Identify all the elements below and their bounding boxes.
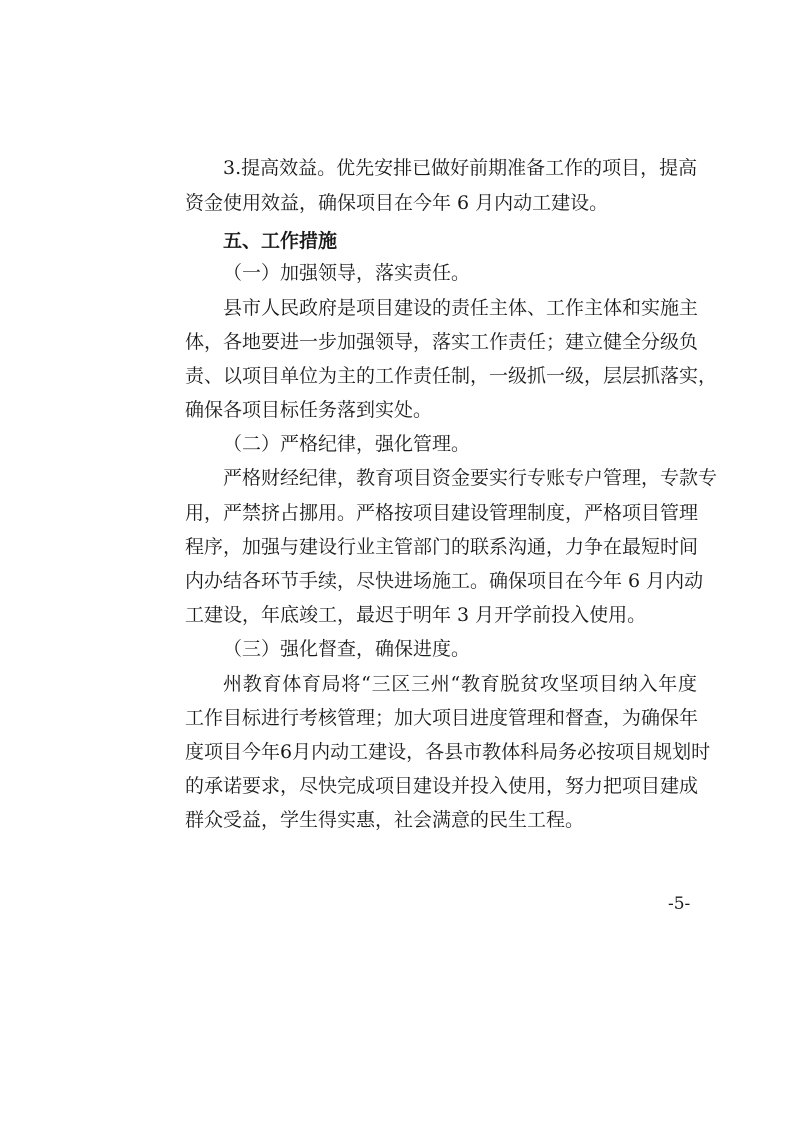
text-line: 的承诺要求，尽快完成项目建设并投入使用，努力把项目建成 (185, 775, 699, 797)
section-heading: 五、工作措施 (223, 230, 338, 252)
text-line: 县市人民政府是项目建设的责任主体、工作主体和实施主 (223, 297, 699, 319)
text-line: 确保各项目标任务落到实处。 (185, 399, 433, 421)
text-line: 程序，加强与建设行业主管部门的联系沟通，力争在最短时间 (185, 536, 699, 558)
subheading: （二）严格纪律，强化管理。 (223, 433, 471, 455)
text-line: 度项目今年6月内动工建设，各县市教体科局务必按项目规划时 (185, 741, 711, 763)
text-line: 州教育体育局将“三区三州“教育脱贫攻坚项目纳入年度 (223, 673, 697, 695)
text-line: 体，各地要进一步加强领导，落实工作责任；建立健全分级负 (185, 331, 699, 353)
text-line: 严格财经纪律，教育项目资金要实行专账专户管理，专款专 (223, 467, 718, 489)
subheading: （三）强化督查，确保进度。 (223, 638, 471, 660)
text-line: 资金使用效益，确保项目在今年 6 月内动工建设。 (185, 192, 609, 214)
subheading: （一）加强领导，落实责任。 (223, 262, 471, 284)
text-line: 内办结各环节手续，尽快进场施工。确保项目在今年 6 月内动 (185, 570, 704, 592)
text-line: 用，严禁挤占挪用。严格按项目建设管理制度，严格项目管理 (185, 502, 699, 524)
text-line: 3.提高效益。优先安排已做好前期准备工作的项目，提高 (223, 157, 698, 179)
text-line: 工作目标进行考核管理；加大项目进度管理和督查，为确保年 (185, 707, 699, 729)
text-line: 工建设，年底竣工，最迟于明年 3 月开学前投入使用。 (185, 604, 647, 626)
text-line: 群众受益，学生得实惠，社会满意的民生工程。 (185, 809, 585, 831)
page-number: -5- (668, 894, 691, 914)
text-line: 责、以项目单位为主的工作责任制，一级抓一级，层层抓落实， (185, 365, 718, 387)
